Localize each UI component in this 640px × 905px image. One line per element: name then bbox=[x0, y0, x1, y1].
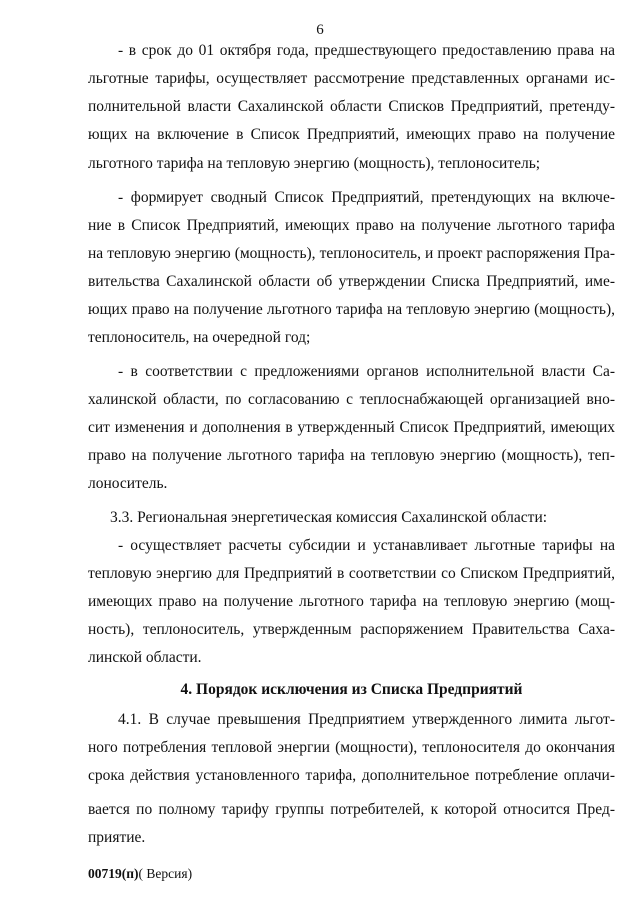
text-line: теплоноситель, на очередной год; bbox=[88, 329, 311, 346]
document-version: ( Версия) bbox=[138, 866, 193, 881]
section-heading: 4. Порядок исключения из Списка Предприятий bbox=[180, 681, 523, 698]
text-line: ность), теплоноситель, утвержденным распоряжением Правительства Саха- bbox=[88, 621, 615, 638]
text-line: приятие. bbox=[88, 829, 146, 846]
text-line: ние в Список Предприятий, имеющих право на получение льготного тарифа bbox=[88, 217, 615, 234]
text-line: полнительной власти Сахалинской области Списков Предприятий, претенду- bbox=[88, 98, 615, 115]
text-line: вительства Сахалинской области об утверждении Списка Предприятий, име- bbox=[88, 273, 615, 290]
text-line: тепловую энергию для Предприятий в соответствии со Списком Предприятий, bbox=[88, 565, 615, 582]
text-line: вается по полному тарифу группы потребителей, к которой относится Пред- bbox=[88, 801, 615, 818]
text-line: сит изменения и дополнения в утвержденный Список Предприятий, имеющих bbox=[88, 419, 615, 436]
text-line: 3.3. Региональная энергетическая комиссия Сахалинской области: bbox=[110, 509, 548, 526]
text-line: ного потребления тепловой энергии (мощности), теплоносителя до окончания bbox=[88, 739, 615, 756]
text-line: халинской области, по согласованию с теплоснабжающей организацией вно- bbox=[88, 391, 615, 408]
text-line: срока действия установленного тарифа, дополнительное потребление оплачи- bbox=[88, 767, 615, 784]
text-line: ющих на включение в Список Предприятий, имеющих право на получение bbox=[88, 126, 615, 143]
text-line: 4.1. В случае превышения Предприятием утвержденного лимита льгот- bbox=[118, 711, 615, 728]
document-code: 00719(п) bbox=[88, 866, 139, 881]
text-line: имеющих право на получение льготного тарифа на тепловую энергию (мощ- bbox=[88, 593, 615, 610]
text-line: линской области. bbox=[88, 649, 202, 666]
text-line: право на получение льготного тарифа на тепловую энергию (мощность), теп- bbox=[88, 447, 615, 464]
text-line: - в соответствии с предложениями органов исполнительной власти Са- bbox=[118, 363, 615, 380]
text-line: лоноситель. bbox=[88, 475, 168, 492]
text-line: - в срок до 01 октября года, предшествующего предоставлению права на bbox=[118, 42, 615, 59]
text-line: - осуществляет расчеты субсидии и устанавливает льготные тарифы на bbox=[118, 537, 615, 554]
text-line: льготные тарифы, осуществляет рассмотрение представленных органами ис- bbox=[88, 70, 615, 87]
text-line: - формирует сводный Список Предприятий, претендующих на включе- bbox=[118, 189, 615, 206]
text-line: на тепловую энергию (мощность), теплоноситель, и проект распоряжения Пра- bbox=[88, 245, 615, 262]
text-line: ющих право на получение льготного тарифа на тепловую энергию (мощность), bbox=[88, 301, 615, 318]
document-footer bbox=[88, 866, 192, 882]
page-number: 6 bbox=[316, 22, 324, 38]
text-line: льготного тарифа на тепловую энергию (мощность), теплоноситель; bbox=[88, 155, 541, 172]
